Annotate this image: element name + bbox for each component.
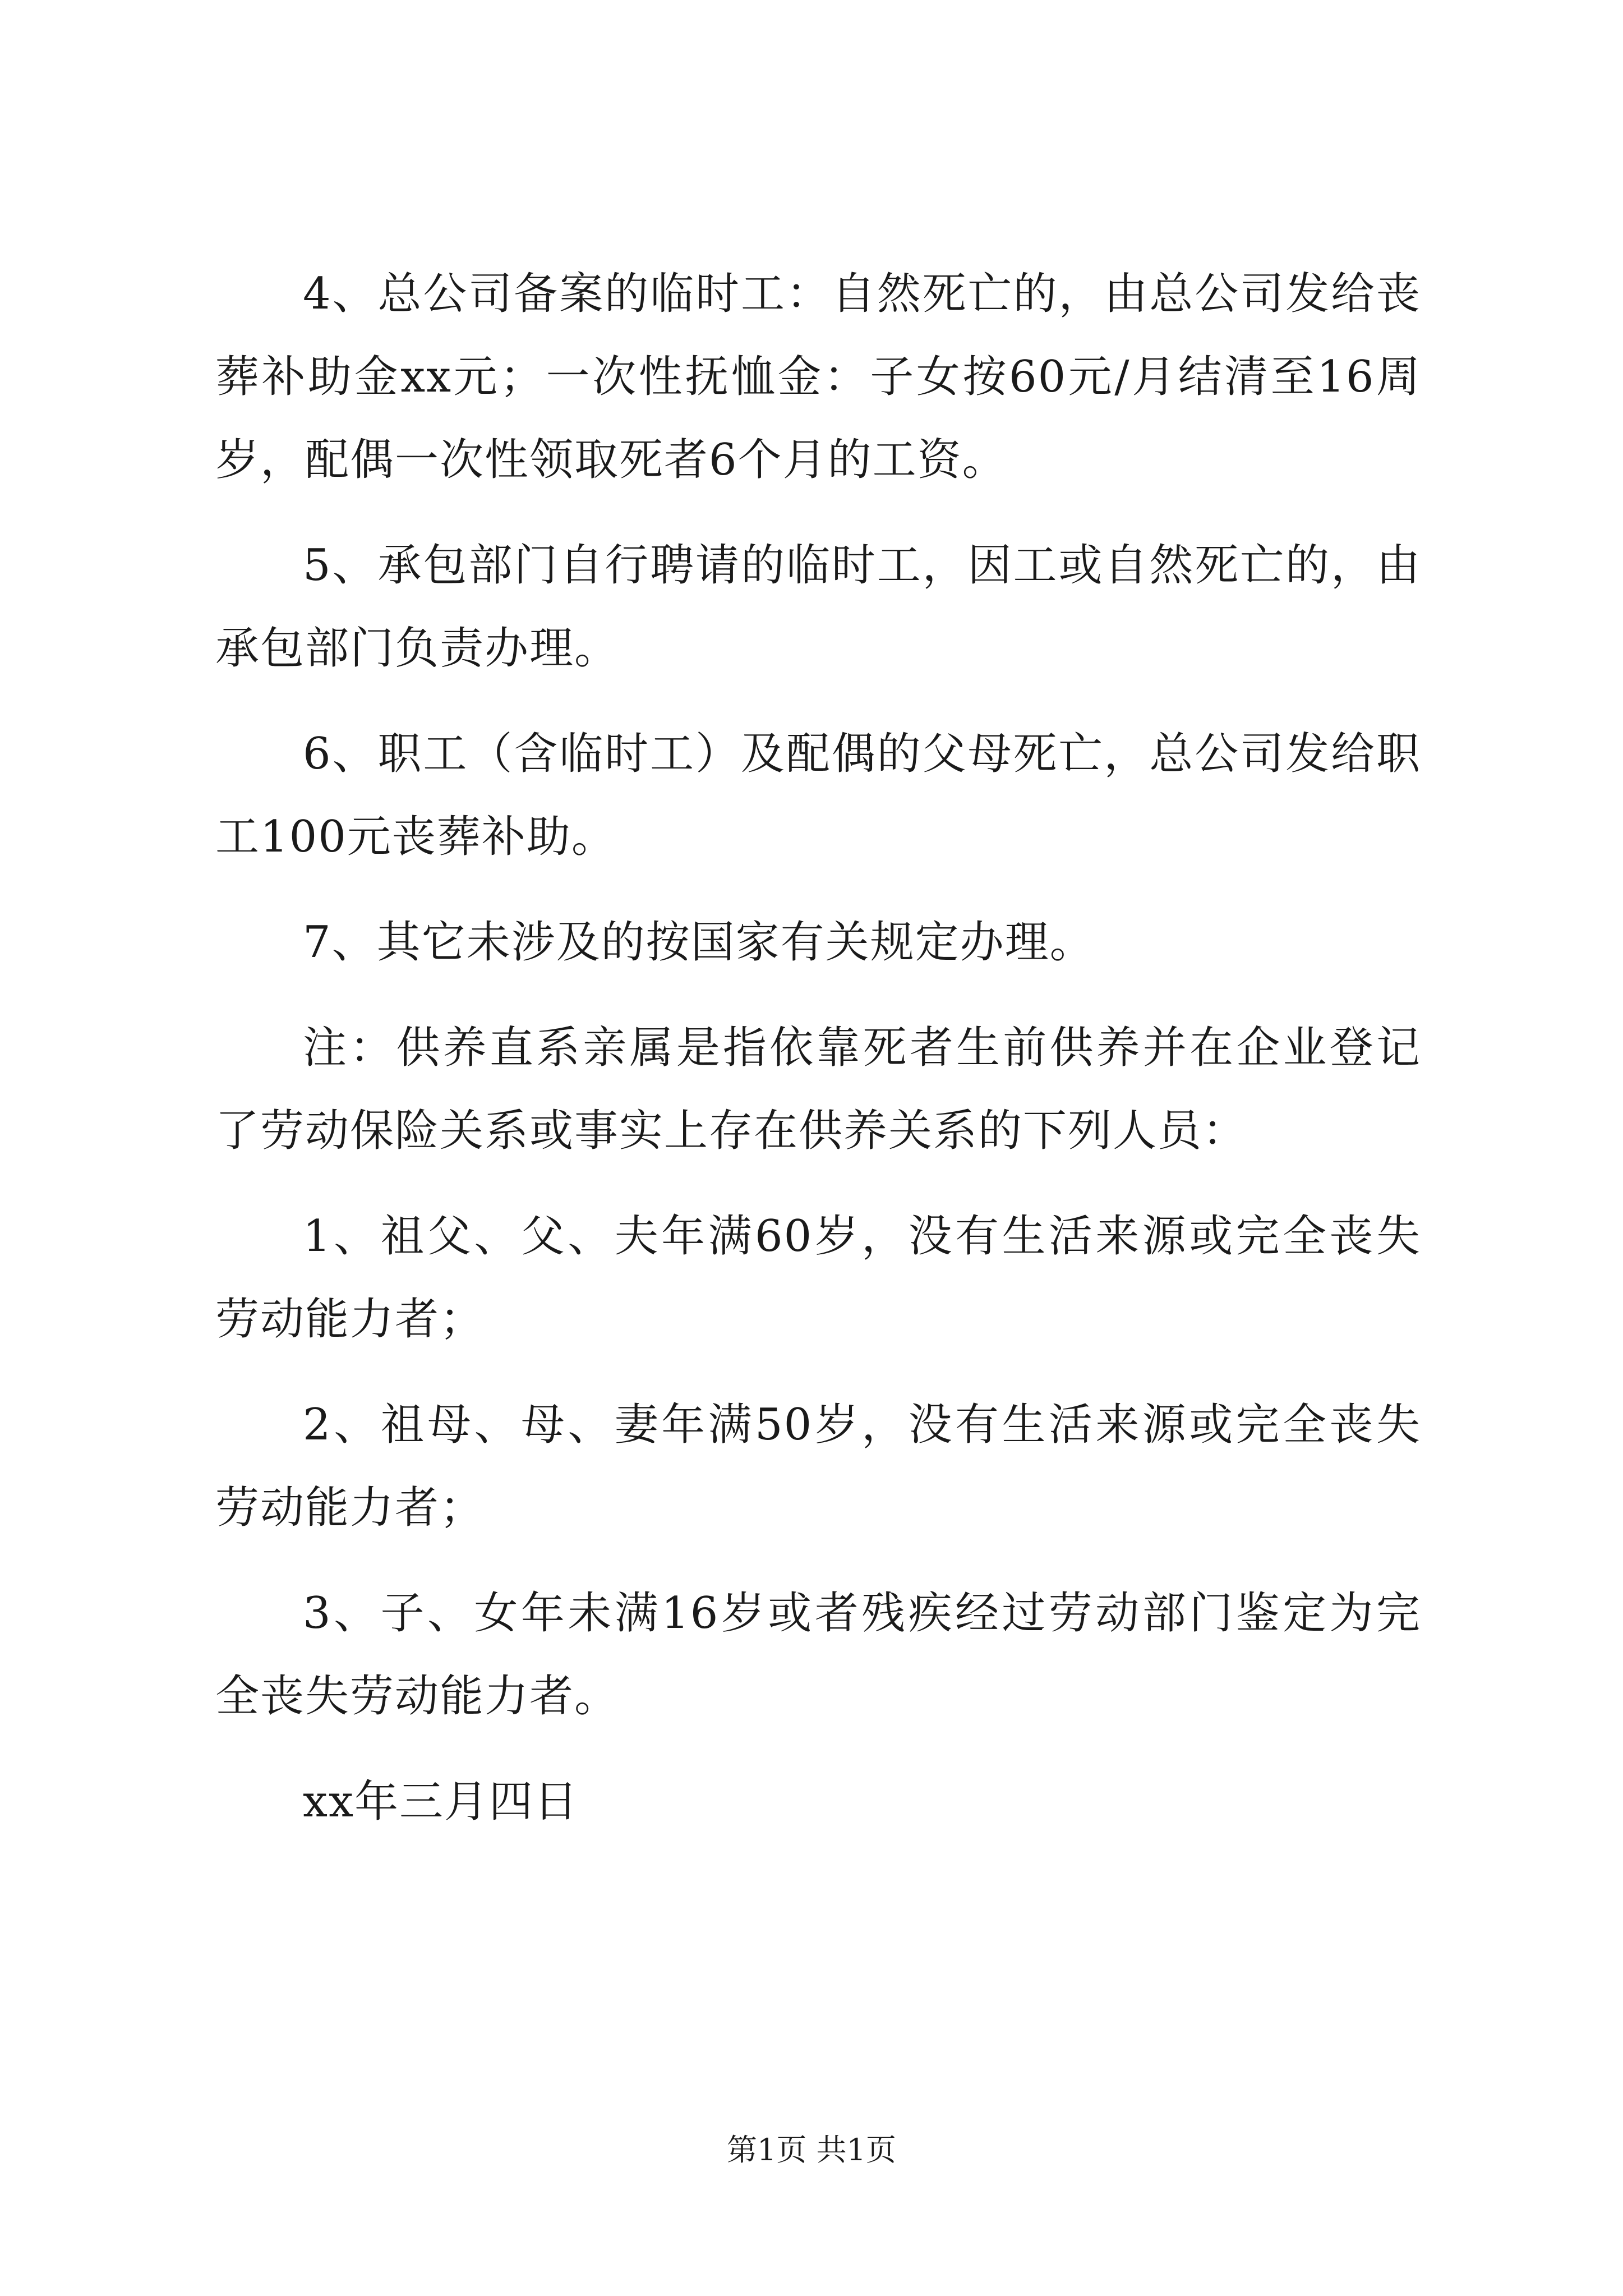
paragraph-note: 注：供养直系亲属是指依靠死者生前供养并在企业登记了劳动保险关系或事实上存在供养关系的下列人员： <box>215 1023 1421 1156</box>
paragraph-dependent-2: 2、祖母、母、妻年满50岁，没有生活来源或完全丧失劳动能力者； <box>215 1400 1421 1533</box>
paragraph-dependent-3: 3、子、女年未满16岁或者残疾经过劳动部门鉴定为完全丧失劳动能力者。 <box>215 1588 1421 1722</box>
paragraph-item-5: 5、承包部门自行聘请的临时工，因工或自然死亡的，由承包部门负责办理。 <box>215 540 1421 674</box>
paragraph-item-6: 6、职工（含临时工）及配偶的父母死亡，总公司发给职工100元丧葬补助。 <box>215 729 1421 862</box>
document-date: xx年三月四日 <box>303 1777 579 1827</box>
page-footer: 第1页 共1页 <box>727 2132 896 2168</box>
paragraph-item-4: 4、总公司备案的临时工：自然死亡的，由总公司发给丧葬补助金xx元；一次性抚恤金：子女按60元/月结清至16周岁，配偶一次性领取死者6个月的工资。 <box>215 269 1421 485</box>
document-body <box>215 252 1421 1866</box>
paragraph-dependent-1: 1、祖父、父、夫年满60岁，没有生活来源或完全丧失劳动能力者； <box>215 1211 1421 1345</box>
paragraph-item-7: 7、其它未涉及的按国家有关规定办理。 <box>303 917 1095 968</box>
